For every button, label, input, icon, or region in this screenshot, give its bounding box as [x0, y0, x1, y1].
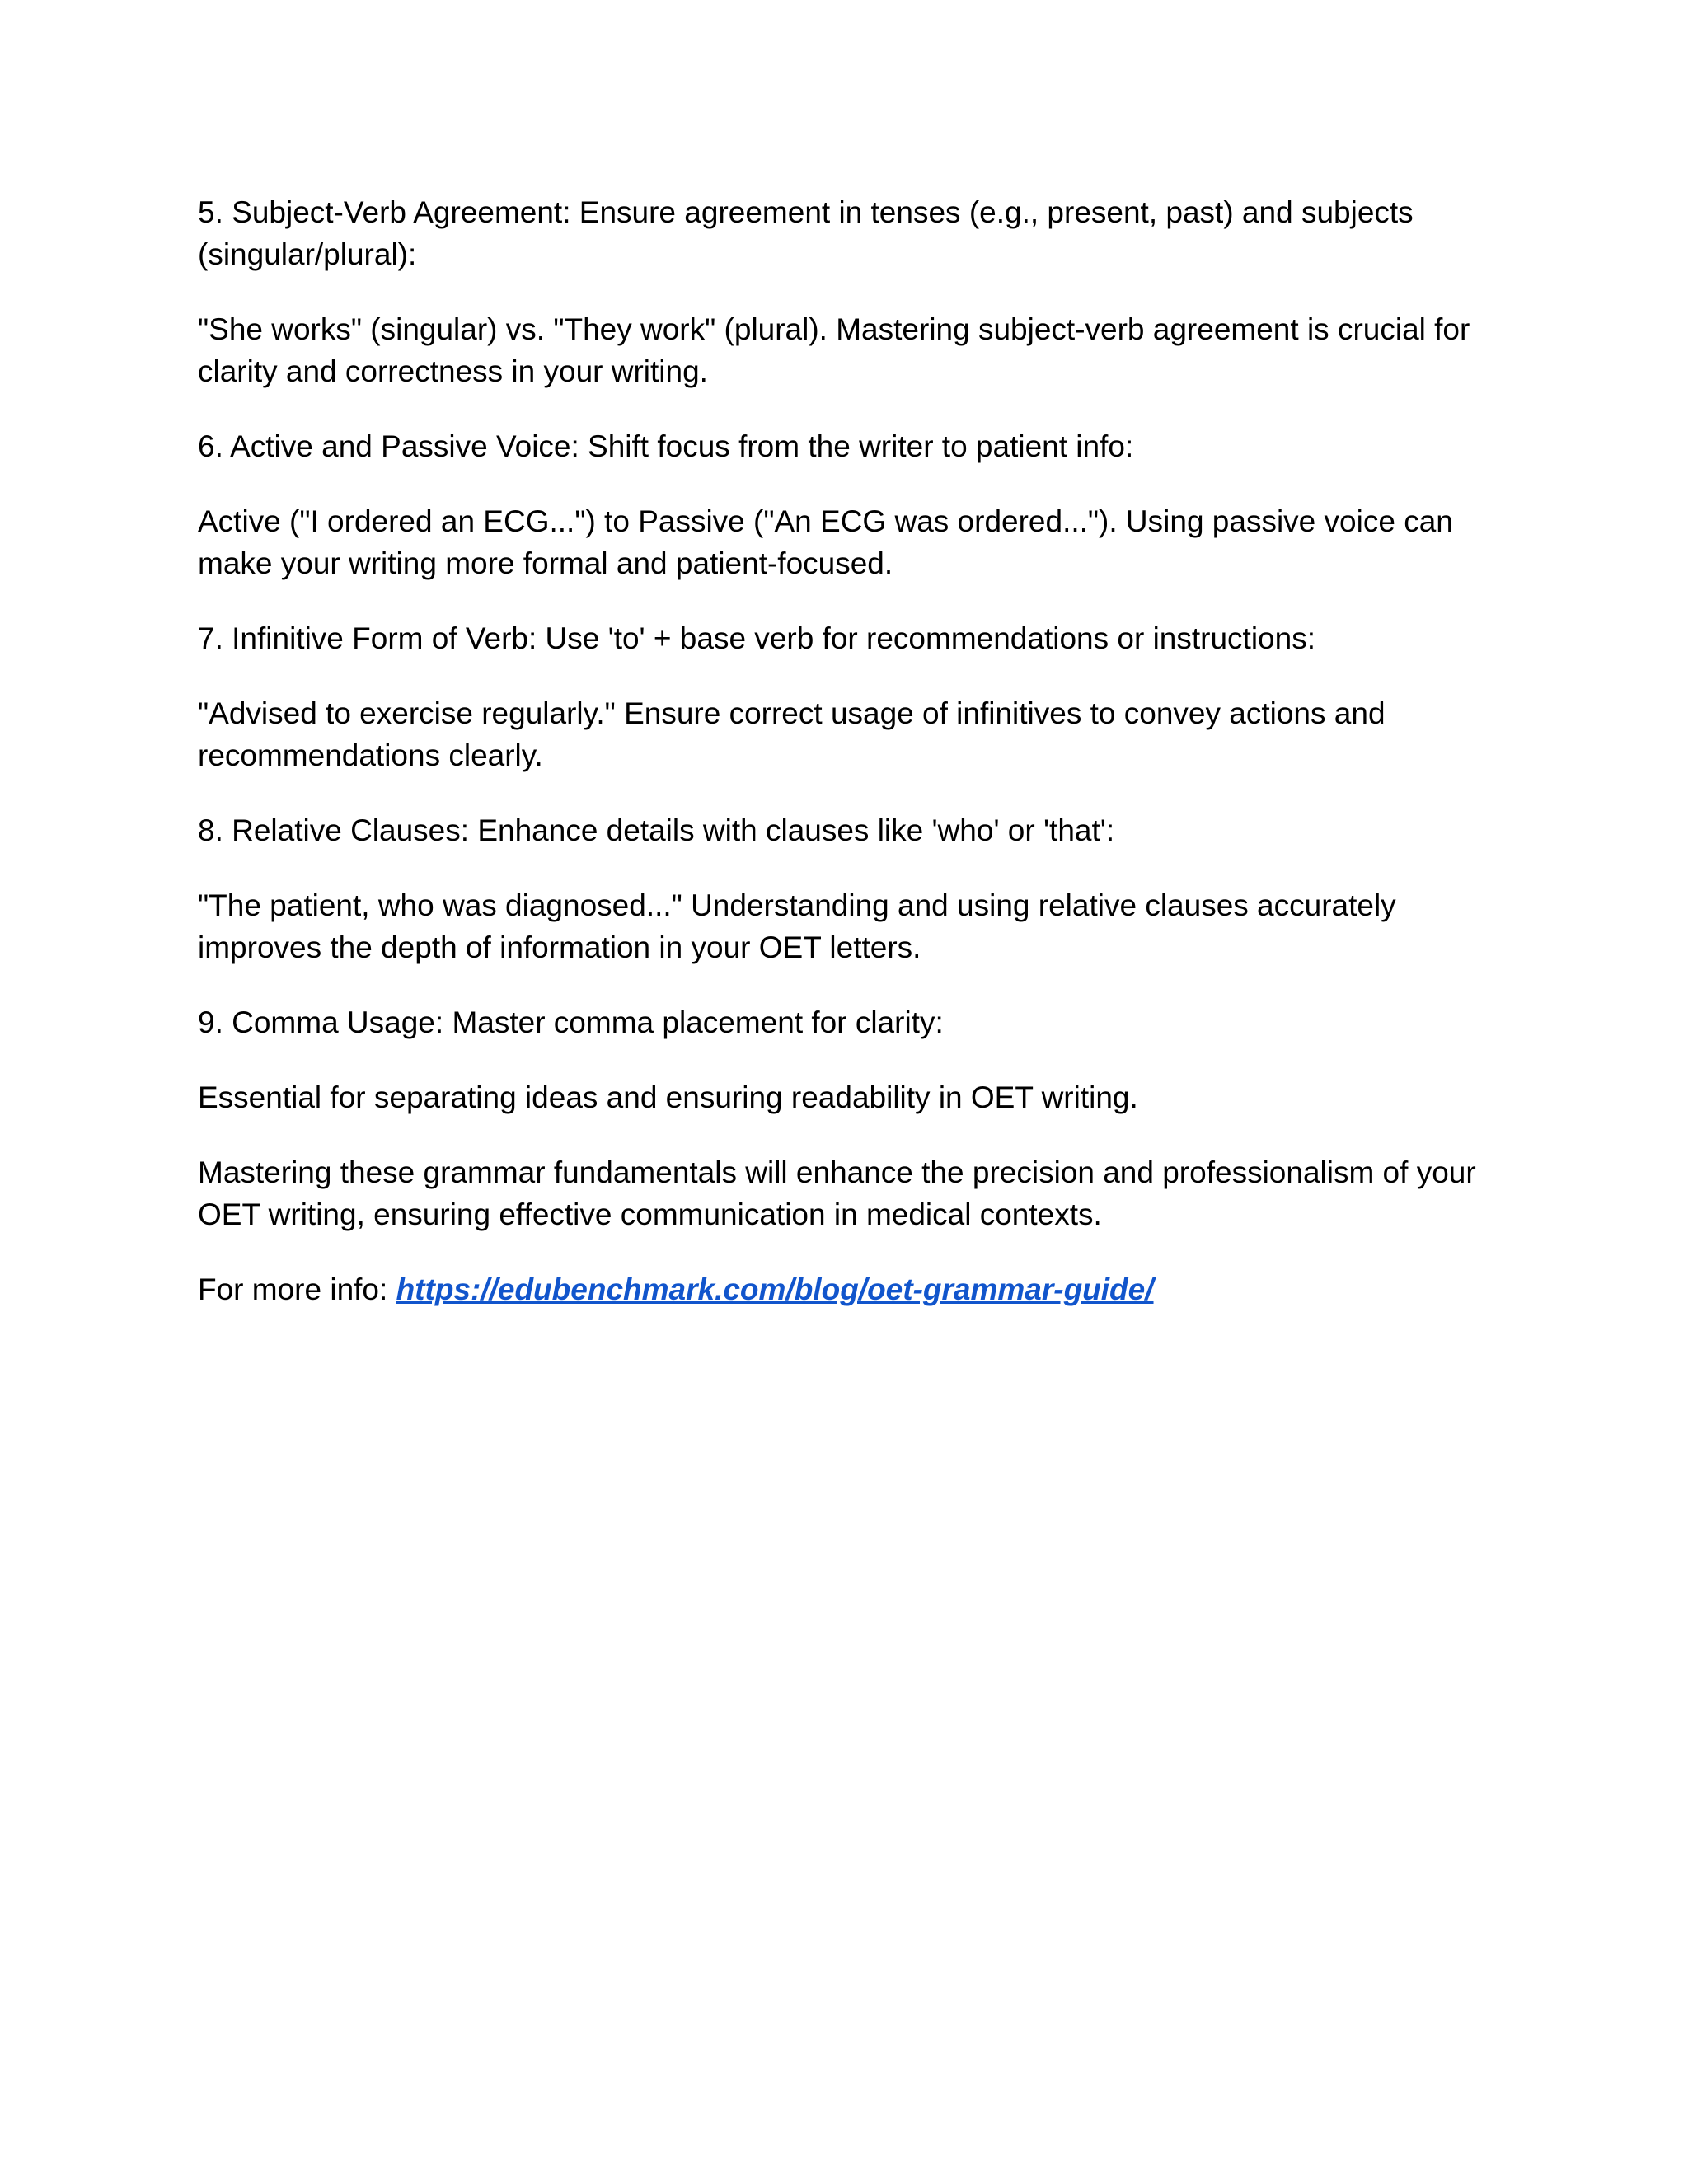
paragraph-conclusion: Mastering these grammar fundamentals will enhance the precision and professionalism of your OET writing, ensuring effective communication in medical contexts.: [198, 1155, 1476, 1231]
paragraph-relative-clauses-body: "The patient, who was diagnosed..." Understanding and using relative clauses accurately improves the depth of information in your OET letters.: [198, 888, 1396, 964]
paragraph-active-passive-body: Active ("I ordered an ECG...") to Passive ("An ECG was ordered..."). Using passive voice can make your writing more formal and patient-focused.: [198, 504, 1453, 580]
more-info-label: For more info:: [198, 1272, 396, 1306]
paragraph-infinitive-heading: 7. Infinitive Form of Verb: Use 'to' + base verb for recommendations or instructions:: [198, 621, 1315, 655]
paragraph-relative-clauses-heading: 8. Relative Clauses: Enhance details with clauses like 'who' or 'that':: [198, 813, 1115, 847]
document-page: [198, 191, 1517, 1310]
paragraph-subject-verb-body: "She works" (singular) vs. "They work" (plural). Mastering subject-verb agreement is crucial for clarity and correctness in your writing.: [198, 312, 1470, 388]
paragraph-comma-heading: 9. Comma Usage: Master comma placement for clarity:: [198, 1005, 944, 1039]
paragraph-active-passive-heading: 6. Active and Passive Voice: Shift focus from the writer to patient info:: [198, 429, 1134, 463]
more-info-link[interactable]: https://edubenchmark.com/blog/oet-grammar-guide/: [396, 1272, 1154, 1306]
paragraph-infinitive-body: "Advised to exercise regularly." Ensure correct usage of infinitives to convey actions and recommendations clearly.: [198, 696, 1386, 772]
more-info-line: [198, 1268, 1517, 1310]
paragraph-subject-verb-heading: 5. Subject-Verb Agreement: Ensure agreement in tenses (e.g., present, past) and subjects (singular/plural):: [198, 195, 1414, 271]
paragraph-comma-body: Essential for separating ideas and ensuring readability in OET writing.: [198, 1080, 1138, 1114]
